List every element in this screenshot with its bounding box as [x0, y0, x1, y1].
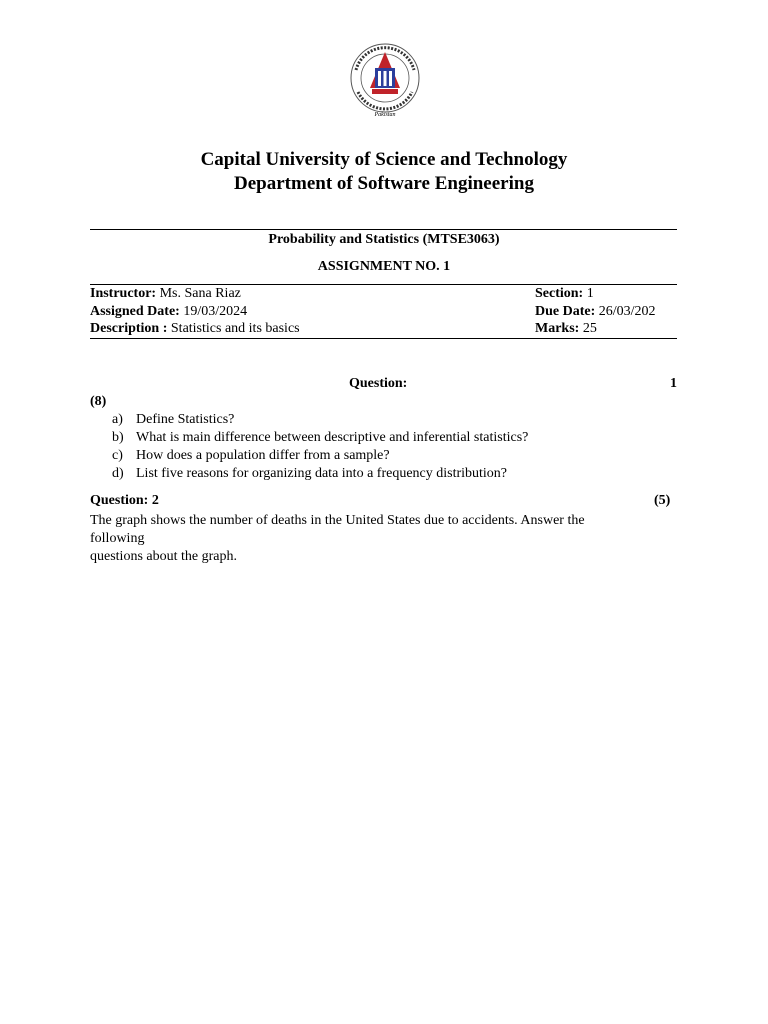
question2-line3: questions about the graph. [90, 549, 237, 564]
instructor-value: Ms. Sana Riaz [156, 286, 241, 301]
course-title: Probability and Statistics (MTSE3063) [268, 232, 500, 247]
university-name: Capital University of Science and Technology [200, 149, 568, 170]
due-date-value: 26/03/202 [595, 304, 656, 319]
item-text: Define Statistics? [136, 412, 235, 427]
info-row-dates [90, 304, 677, 322]
item-label: a) [112, 412, 123, 427]
question2-text [90, 512, 680, 566]
description-value: Statistics and its basics [167, 321, 300, 336]
item-text: List five reasons for organizing data into a frequency distribution? [136, 466, 508, 481]
item-label: c) [112, 448, 123, 463]
info-bottom-divider [90, 338, 677, 339]
list-item [112, 411, 528, 429]
info-row-instructor [90, 286, 677, 304]
section-label: Section: [535, 286, 584, 301]
list-item [112, 465, 528, 483]
item-label: b) [112, 430, 124, 445]
top-divider [90, 229, 677, 230]
item-label: d) [112, 466, 124, 481]
info-row-description [90, 321, 677, 339]
department-name: Department of Software Engineering [234, 173, 534, 194]
list-item [112, 447, 528, 465]
info-top-divider [90, 284, 677, 285]
due-date-label: Due Date: [535, 304, 596, 319]
question2-heading: Question: 2 [90, 493, 159, 508]
question1-marks: (8) [90, 394, 107, 409]
question2-line1: The graph shows the number of deaths in the United States due to accidents. Answer the [90, 513, 585, 528]
assigned-date-label: Assigned Date: [90, 304, 180, 319]
item-text: How does a population differ from a sample? [136, 448, 390, 463]
description-label: Description : [90, 321, 168, 336]
list-item [112, 429, 528, 447]
university-logo [340, 40, 430, 120]
question2-marks: (5) [654, 493, 671, 508]
instructor-label: Instructor: [90, 286, 157, 301]
marks-label: Marks: [535, 321, 580, 336]
assigned-date-value: 19/03/2024 [179, 304, 248, 319]
question1-list [112, 411, 528, 483]
assignment-number: ASSIGNMENT NO. 1 [317, 259, 451, 274]
item-text: What is main difference between descriptive and inferential statistics? [136, 430, 529, 445]
svg-text:Pakistan: Pakistan [374, 112, 396, 118]
marks-value: 25 [579, 321, 597, 336]
section-value: 1 [583, 286, 594, 301]
question1-heading: Question: [349, 376, 408, 391]
question1-number: 1 [670, 376, 677, 391]
question2-line2: following [90, 531, 145, 546]
